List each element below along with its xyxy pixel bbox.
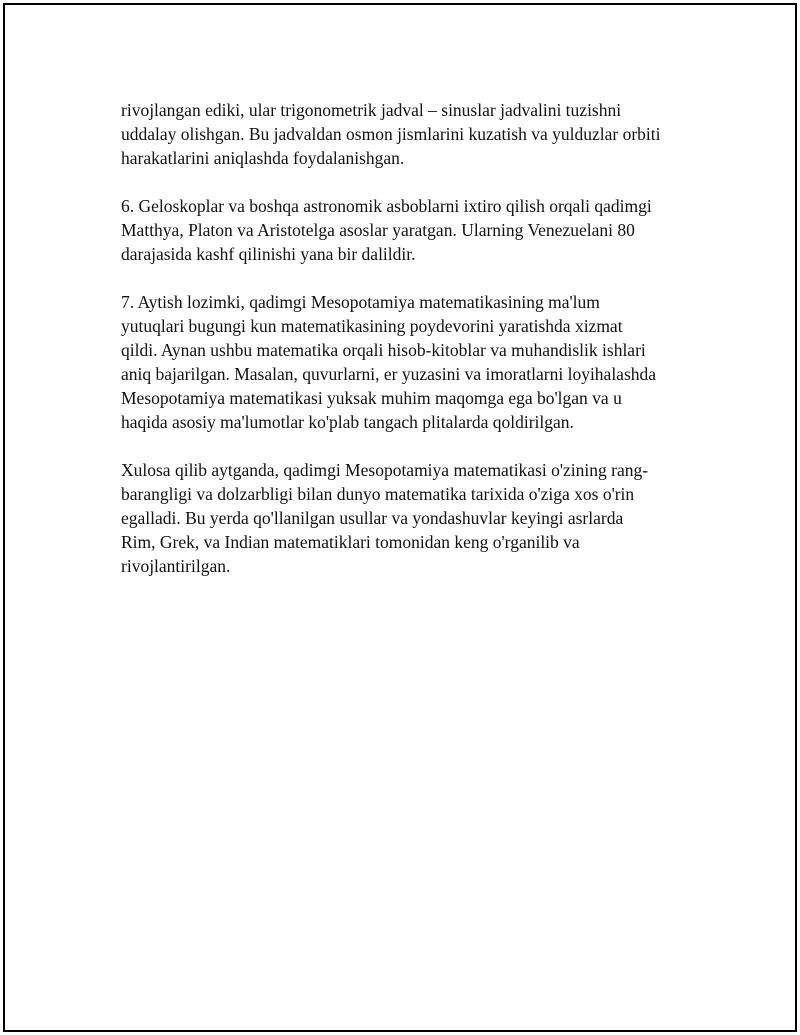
- paragraph-trigonometry: [121, 98, 701, 170]
- text-line: Rim, Grek, va Indian matematiklari tomonidan keng o'rganilib va: [121, 532, 580, 552]
- text-line: haqida asosiy ma'lumotlar ko'plab tangach plitalarda qoldirilgan.: [121, 412, 574, 432]
- text-line: uddalay olishgan. Bu jadvaldan osmon jismlarini kuzatish va yulduzlar orbiti: [121, 124, 661, 144]
- text-line: 6. Geloskoplar va boshqa astronomik asboblarni ixtiro qilish orqali qadimgi: [121, 196, 652, 216]
- text-line: 7. Aytish lozimki, qadimgi Mesopotamiya matematikasining ma'lum: [121, 292, 600, 312]
- paragraph-item-6: [121, 194, 701, 266]
- text-line: rivojlangan ediki, ular trigonometrik jadval – sinuslar jadvalini tuzishni: [121, 100, 622, 120]
- text-line: barangligi va dolzarbligi bilan dunyo matematika tarixida o'ziga xos o'rin: [121, 484, 635, 504]
- text-line: harakatlarini aniqlashda foydalanishgan.: [121, 148, 405, 168]
- text-line: Xulosa qilib aytganda, qadimgi Mesopotamiya matematikasi o'zining rang-: [121, 460, 649, 480]
- text-line: egalladi. Bu yerda qo'llanilgan usullar va yondashuvlar keyingi asrlarda: [121, 508, 624, 528]
- text-line: darajasida kashf qilinishi yana bir dalildir.: [121, 244, 416, 264]
- paragraph-item-7: [121, 290, 701, 434]
- document-body: [121, 98, 701, 602]
- paragraph-conclusion: [121, 458, 701, 578]
- document-page: [3, 3, 797, 1032]
- text-line: Matthya, Platon va Aristotelga asoslar yaratgan. Ularning Venezuelani 80: [121, 220, 635, 240]
- text-line: rivojlantirilgan.: [121, 556, 231, 576]
- text-line: yutuqlari bugungi kun matematikasining poydevorini yaratishda xizmat: [121, 316, 623, 336]
- text-line: aniq bajarilgan. Masalan, quvurlarni, er yuzasini va imoratlarni loyihalashda: [121, 364, 657, 384]
- text-line: qildi. Aynan ushbu matematika orqali hisob-kitoblar va muhandislik ishlari: [121, 340, 646, 360]
- text-line: Mesopotamiya matematikasi yuksak muhim maqomga ega bo'lgan va u: [121, 388, 622, 408]
